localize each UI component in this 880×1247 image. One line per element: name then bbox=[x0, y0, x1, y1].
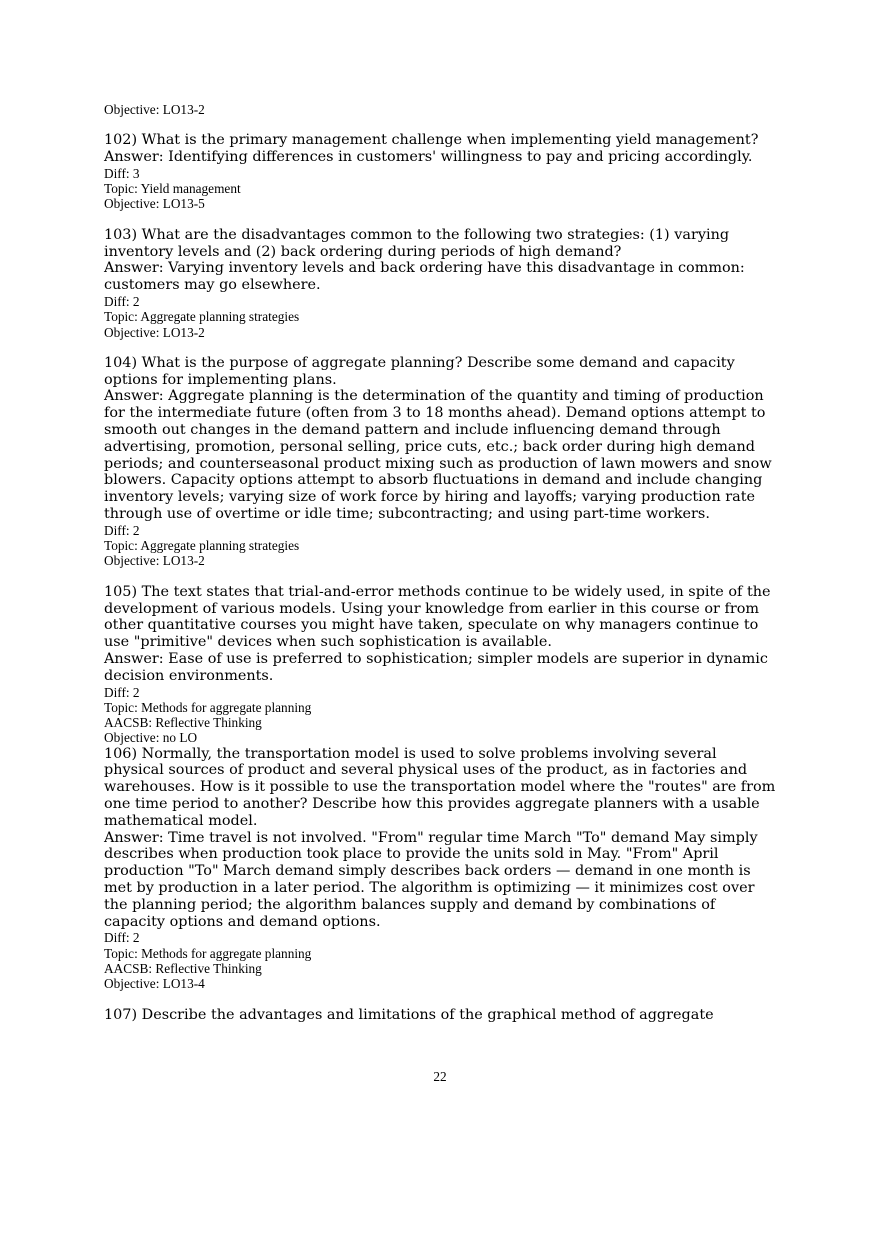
question-103 bbox=[104, 227, 784, 340]
difficulty: Diff: 3 bbox=[104, 165, 140, 181]
answer-text: for the intermediate future (often from 3 to 18 months ahead). Demand options attempt to bbox=[104, 405, 766, 422]
topic: Topic: Yield management bbox=[104, 181, 241, 197]
aacsb: AACSB: Reflective Thinking bbox=[104, 961, 262, 977]
answer-text: blowers. Capacity options attempt to absorb fluctuations in demand and include changing bbox=[104, 472, 763, 489]
answer-text: Answer: Ease of use is preferred to sophistication; simpler models are superior in dynamic bbox=[104, 650, 768, 667]
objective: Objective: LO13-2 bbox=[104, 324, 205, 340]
question-text: 102) What is the primary management challenge when implementing yield management? bbox=[104, 132, 759, 149]
answer-text: Answer: Identifying differences in customers' willingness to pay and pricing accordingly. bbox=[104, 149, 753, 166]
answer-text: Answer: Aggregate planning is the determination of the quantity and timing of production bbox=[104, 388, 764, 405]
aacsb: AACSB: Reflective Thinking bbox=[104, 715, 262, 731]
answer-text: decision environments. bbox=[104, 667, 274, 684]
objective: Objective: LO13-4 bbox=[104, 976, 205, 992]
question-text: 106) Normally, the transportation model is used to solve problems involving several bbox=[104, 745, 717, 762]
answer-text: periods; and counterseasonal product mixing such as production of lawn mowers and snow bbox=[104, 455, 772, 472]
question-107 bbox=[104, 1007, 784, 1024]
topic: Topic: Aggregate planning strategies bbox=[104, 538, 300, 554]
question-text: physical sources of product and several physical uses of the product, as in factories and bbox=[104, 762, 748, 779]
question-text: inventory levels and (2) back ordering during periods of high demand? bbox=[104, 243, 622, 260]
question-text: other quantitative courses you might have taken, speculate on why managers continue to bbox=[104, 617, 759, 634]
objective: Objective: LO13-5 bbox=[104, 196, 205, 212]
topic: Topic: Methods for aggregate planning bbox=[104, 699, 312, 715]
answer-text: Answer: Time travel is not involved. "From" regular time March "To" demand May simply bbox=[104, 829, 758, 846]
difficulty: Diff: 2 bbox=[104, 684, 140, 700]
answer-text: describes when production took place to provide the units sold in May. "From" April bbox=[104, 846, 719, 863]
answer-text: through use of overtime or idle time; subcontracting; and using part-time workers. bbox=[104, 506, 710, 523]
answer-text: capacity options and demand options. bbox=[104, 913, 381, 930]
topic: Topic: Methods for aggregate planning bbox=[104, 945, 312, 961]
question-text: warehouses. How is it possible to use the transportation model where the "routes" are from bbox=[104, 779, 776, 796]
topic: Topic: Aggregate planning strategies bbox=[104, 309, 300, 325]
question-text: mathematical model. bbox=[104, 812, 258, 829]
question-105 bbox=[104, 584, 784, 746]
objective: Objective: no LO bbox=[104, 730, 198, 746]
objective: Objective: LO13-2 bbox=[104, 553, 205, 569]
document-page bbox=[104, 102, 784, 1023]
top-objective: Objective: LO13-2 bbox=[104, 102, 205, 117]
question-104 bbox=[104, 355, 784, 569]
question-text: 103) What are the disadvantages common to the following two strategies: (1) varying bbox=[104, 226, 730, 243]
question-text: one time period to another? Describe how this provides aggregate planners with a usable bbox=[104, 796, 760, 813]
question-text: 105) The text states that trial-and-error methods continue to be widely used, in spite of the bbox=[104, 583, 771, 600]
question-text: development of various models. Using your knowledge from earlier in this course or from bbox=[104, 600, 760, 617]
question-text: use "primitive" devices when such sophistication is available. bbox=[104, 634, 552, 651]
answer-text: the planning period; the algorithm balances supply and demand by combinations of bbox=[104, 896, 716, 913]
question-102 bbox=[104, 132, 784, 211]
difficulty: Diff: 2 bbox=[104, 930, 140, 946]
answer-text: met by production in a later period. The algorithm is optimizing — it minimizes cost over bbox=[104, 880, 755, 897]
difficulty: Diff: 2 bbox=[104, 522, 140, 538]
answer-text: Answer: Varying inventory levels and back ordering have this disadvantage in common: bbox=[104, 260, 745, 277]
question-106 bbox=[104, 746, 784, 992]
answer-text: advertising, promotion, personal selling, price cuts, etc.; back order during high demand bbox=[104, 438, 755, 455]
answer-text: smooth out changes in the demand pattern and include influencing demand through bbox=[104, 422, 721, 439]
question-text: 107) Describe the advantages and limitations of the graphical method of aggregate bbox=[104, 1006, 714, 1023]
question-text: 104) What is the purpose of aggregate planning? Describe some demand and capacity bbox=[104, 354, 735, 371]
difficulty: Diff: 2 bbox=[104, 293, 140, 309]
answer-text: production "To" March demand simply describes back orders — demand in one month is bbox=[104, 863, 751, 880]
question-text: options for implementing plans. bbox=[104, 371, 337, 388]
answer-text: inventory levels; varying size of work force by hiring and layoffs; varying production rate bbox=[104, 489, 756, 506]
page-number: 22 bbox=[433, 1069, 447, 1084]
answer-text: customers may go elsewhere. bbox=[104, 277, 321, 294]
